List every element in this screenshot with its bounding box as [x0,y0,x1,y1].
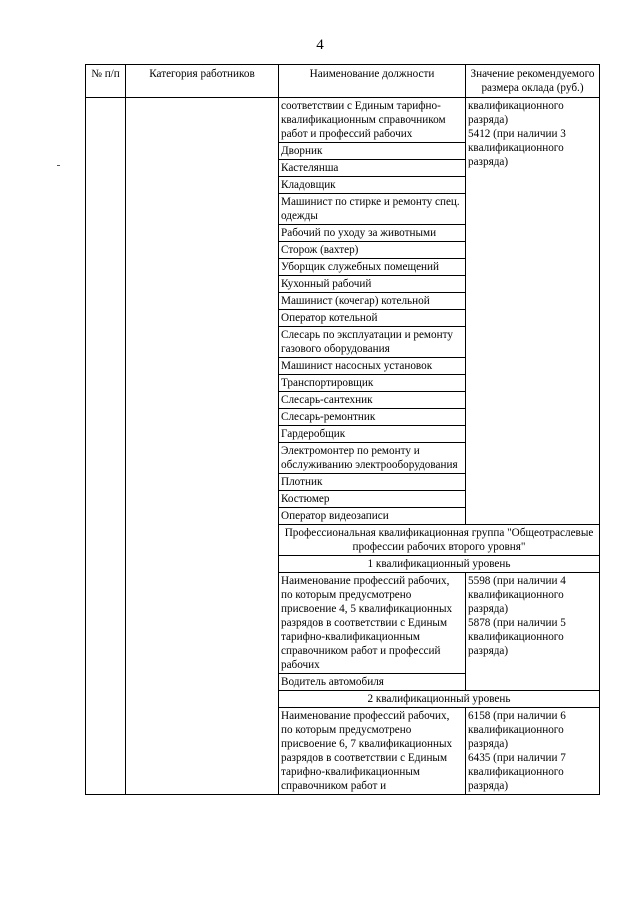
header-num: № п/п [86,65,126,98]
level-title-cell: 2 квалификационный уровень [279,691,600,708]
position-cell: Транспортировщик [279,375,466,392]
header-position: Наименование должности [279,65,466,98]
position-cell: Кладовщик [279,177,466,194]
table-header-row [86,65,600,98]
position-cell: Гардеробщик [279,426,466,443]
position-cell: Рабочий по уходу за животными [279,225,466,242]
value-cell: 5598 (при наличии 4 квалификационного разряда) 5878 (при наличии 5 квалификационного разряда) [466,573,600,691]
position-cell: Костюмер [279,491,466,508]
position-cell: соответствии с Единым тарифно-квалификационным справочником работ и профессий рабочих [279,98,466,143]
position-cell: Оператор котельной [279,310,466,327]
position-cell: Слесарь-сантехник [279,392,466,409]
value-cell: квалификационного разряда) 5412 (при наличии 3 квалификационного разряда) [466,98,600,525]
header-category: Категория работников [126,65,279,98]
category-cell [126,98,279,795]
position-cell: Кухонный рабочий [279,276,466,293]
page-number: 4 [316,37,324,53]
position-cell: Электромонтер по ремонту и обслуживанию электрооборудования [279,443,466,474]
table-body [86,98,600,795]
position-cell: Дворник [279,143,466,160]
position-cell: Уборщик служебных помещений [279,259,466,276]
salary-table [85,64,600,795]
table-row [86,98,600,143]
margin-mark [57,165,60,166]
position-cell: Машинист (кочегар) котельной [279,293,466,310]
position-cell: Наименование профессий рабочих, по которым предусмотрено присвоение 4, 5 квалификационных разрядов в соответствии с Единым тарифно-квалификационным справочником работ и профессий рабочих [279,573,466,674]
position-cell: Слесарь по эксплуатации и ремонту газового оборудования [279,327,466,358]
position-cell: Плотник [279,474,466,491]
position-cell: Машинист по стирке и ремонту спец. одежды [279,194,466,225]
position-cell: Оператор видеозаписи [279,508,466,525]
value-cell: 6158 (при наличии 6 квалификационного разряда) 6435 (при наличии 7 квалификационного разряда) [466,708,600,795]
header-value: Значение рекомендуемого размера оклада (руб.) [466,65,600,98]
position-cell: Водитель автомобиля [279,674,466,691]
group-title-cell: Профессиональная квалификационная группа "Общеотраслевые профессии рабочих второго уровня" [279,525,600,556]
level-title-cell: 1 квалификационный уровень [279,556,600,573]
position-cell: Машинист насосных установок [279,358,466,375]
position-cell: Наименование профессий рабочих, по которым предусмотрено присвоение 6, 7 квалификационных разрядов в соответствии с Единым тарифно-квалификационным справочником работ и [279,708,466,795]
position-cell: Слесарь-ремонтник [279,409,466,426]
position-cell: Кастелянша [279,160,466,177]
num-cell [86,98,126,795]
position-cell: Сторож (вахтер) [279,242,466,259]
